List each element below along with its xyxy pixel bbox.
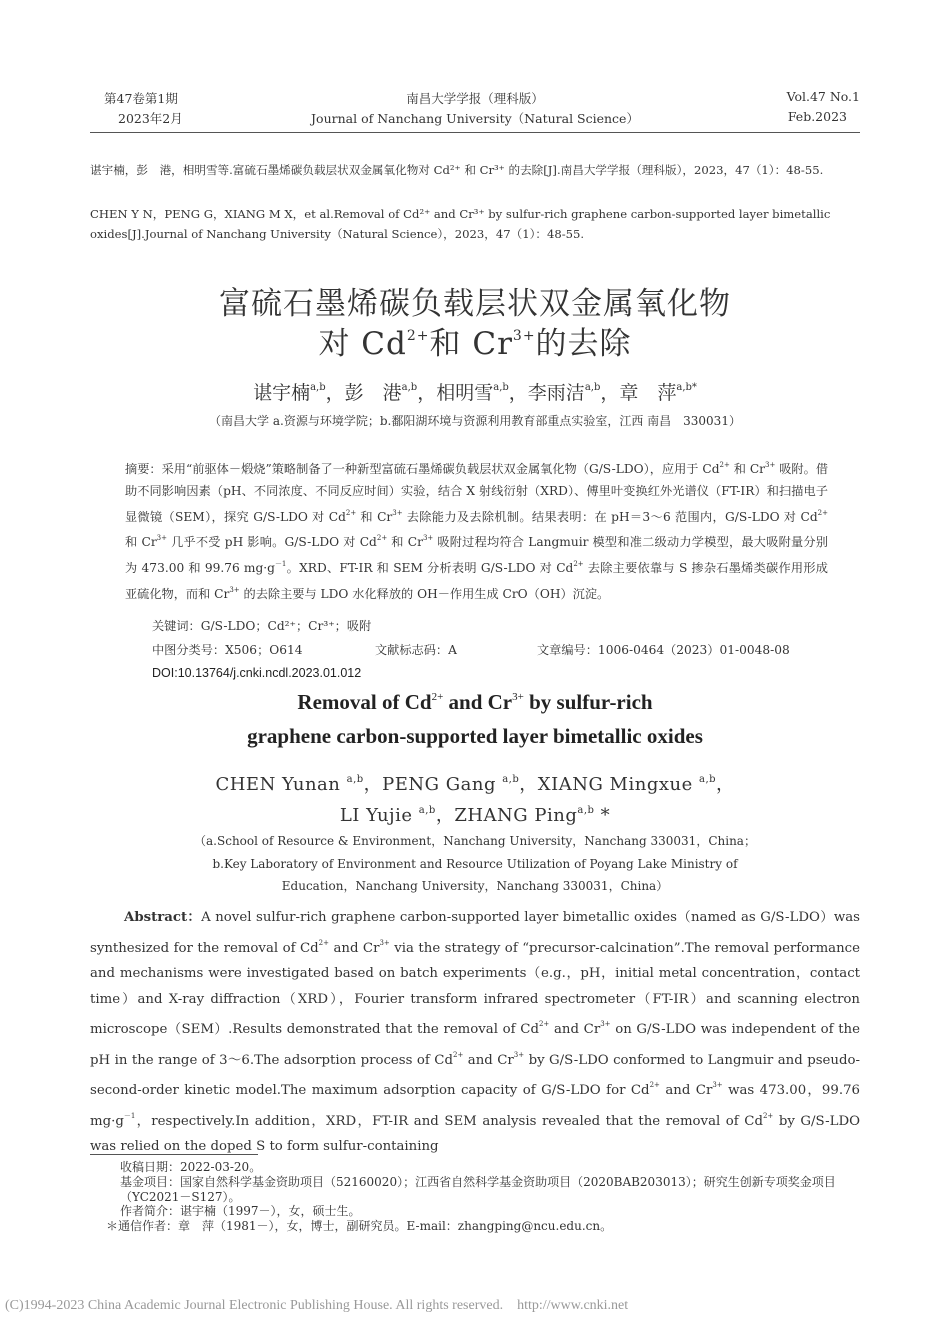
affiliation-cn: （南昌大学 a.资源与环境学院；b.鄱阳湖环境与资源利用教育部重点实验室，江西 南昌 330031） xyxy=(209,414,741,428)
footnote-corresponding: ＊通信作者：章 萍（1981－），女，博士，副研究员。E-mail：zhangping@ncu.edu.cn。 xyxy=(106,1219,613,1233)
author-cn: 章 萍$^{a,b*}$ xyxy=(619,382,697,404)
copyright-line: (C)1994-2023 China Academic Journal Electronic Publishing House. All rights reserved. http://www.cnki.net xyxy=(5,1298,629,1313)
author-en: CHEN Yunan $^{a,b}$， xyxy=(215,774,383,795)
authors-en-line2 xyxy=(0,801,950,827)
authors-cn xyxy=(0,378,950,405)
affiliation-en: （a.School of Resource & Environment，Nanchang University，Nanchang 330031，China； b.Key Laboratory of Environment and Resource Utilization of Poyang Lake Ministry of Education，Nanchang University，Nanchang 330031，China） xyxy=(194,834,756,893)
doi: DOI:10.13764/j.cnki.ncdl.2023.01.012 xyxy=(152,666,362,680)
author-cn: 相明雪$^{a,b}$， xyxy=(436,382,528,404)
authors-en-line1 xyxy=(0,770,950,796)
footnote-rule xyxy=(90,1154,258,1155)
clc-number: 中图分类号：X506；O614 xyxy=(152,643,303,657)
article-number: 文章编号：1006-0464（2023）01-0048-08 xyxy=(537,643,790,657)
author-cn: 彭 港$^{a,b}$， xyxy=(344,382,437,404)
header-date-en: Feb.2023 xyxy=(787,109,847,124)
author-en: ZHANG Ping$^{a,b}$ * xyxy=(454,805,611,826)
footnote-received: 收稿日期：2022-03-20。 xyxy=(120,1160,262,1174)
author-cn: 谌宇楠$^{a,b}$， xyxy=(253,382,345,404)
header-volume: 第47卷第1期 xyxy=(104,91,178,106)
header-vol-en: Vol.47 No.1 xyxy=(786,89,860,104)
title-en-line2: graphene carbon-supported layer bimetallic oxides xyxy=(247,724,703,748)
abstract-cn: 摘要：采用“前驱体－煅烧”策略制备了一种新型富硫石墨烯碳负载层状双金属氧化物（G/S-LDO），应用于 $Cd^{2+}$ 和 $Cr^{3+}$ 吸附。借助不同影响因素（pH、不同浓度、不同反应时间）实验，结合 X 射线衍射（XRD）、傅里叶变换红外光谱仪（FT-IR）和扫描电子显微镜（SEM），探究 G/S-LDO 对 $Cd^{2+}$ 和 $Cr^{3+}$ 去除能力及去除机制。结果表明：在 pH＝3～6 范围内，G/S-LDO 对 $Cd^{2+}$ 和 $Cr^{3+}$ 几乎不受 pH 影响。G/S-LDO 对 $Cd^{2+}$ 和 $Cr^{3+}$ 吸附过程均符合 Langmuir 模型和准二级动力学模型，最大吸附量分别为 473.00 和 99.76 $mg\cdot g^{-1}$。XRD、FT-IR 和 SEM 分析表明 G/S-LDO 对 $Cd^{2+}$ 去除主要依靠与 S 掺杂石墨烯类碳作用形成亚硫化物，而和 $Cr^{3+}$ 的去除主要与 LDO 水化释放的 OH－作用生成 CrO（OH）沉淀。 xyxy=(125,461,829,601)
author-en: XIANG Mingxue $^{a,b}$， xyxy=(537,774,735,795)
header-rule xyxy=(90,132,860,133)
author-en: LI Yujie $^{a,b}$， xyxy=(339,805,455,826)
title-en-line1: Removal of $Cd^{2+}$ and $Cr^{3+}$ by sulfur-rich xyxy=(297,690,653,714)
footnote-author: 作者简介：谌宇楠（1997－），女，硕士生。 xyxy=(120,1204,361,1218)
abstract-en-label: Abstract： xyxy=(124,910,202,925)
abstract-en: Abstract：A novel sulfur-rich graphene carbon-supported layer bimetallic oxides（named as G/S-LDO）was synthesized for the removal of $Cd^{2+}$ and $Cr^{3+}$ via the strategy of “precursor-calcination”.The removal performance and mechanisms were investigated based on batch experiments（e.g.，pH，initial metal concentration，contact time）and X-ray diffraction（XRD），Fourier transform infrared spectrometer（FT-IR）and scanning electron microscope（SEM）.Results demonstrated that the removal of $Cd^{2+}$ and $Cr^{3+}$ on G/S-LDO was independent of the pH in the range of 3～6.The adsorption process of $Cd^{2+}$ and $Cr^{3+}$ by G/S-LDO conformed to Langmuir and pseudo-second-order kinetic model.The maximum adsorption capacity of G/S-LDO for $Cd^{2+}$ and $Cr^{3+}$ was 473.00，99.76 $mg\cdot g^{-1}$，respectively.In addition，XRD，FT-IR and SEM analysis revealed that the removal of $Cd^{2+}$ by G/S-LDO was relied on the doped S to form sulfur-containing xyxy=(90,910,861,1154)
author-en: PENG Gang $^{a,b}$， xyxy=(382,774,538,795)
header-journal-cn: 南昌大学学报（理科版） xyxy=(406,91,544,106)
title-cn-line1: 富硫石墨烯碳负载层状双金属氧化物 xyxy=(219,286,731,322)
title-cn-line2: 对 $Cd^{2+}$和 $Cr^{3+}$的去除 xyxy=(318,326,632,362)
abstract-cn-label: 摘要： xyxy=(125,462,162,476)
author-cn: 李雨洁$^{a,b}$， xyxy=(527,382,620,404)
keywords-cn: 关键词：G/S-LDO；Cd²⁺；Cr³⁺；吸附 xyxy=(152,619,372,633)
footnote-fund: 基金项目：国家自然科学基金资助项目（52160020）；江西省自然科学基金资助项目（2020BAB203013）；研究生创新专项奖金项目（YC2021－S127）。 xyxy=(120,1175,836,1204)
citation-en: CHEN Y N，PENG G，XIANG M X，et al.Removal of Cd²⁺ and Cr³⁺ by sulfur-rich graphene carbon-supported layer bimetallic oxides[J].Journal of Nanchang University（Natural Science），2023，47（1）：48-55. xyxy=(90,207,831,241)
citation-cn: 谌宇楠，彭 港，相明雪等.富硫石墨烯碳负载层状双金属氧化物对 Cd²⁺ 和 Cr³⁺ 的去除[J].南昌大学学报（理科版），2023，47（1）：48-55. xyxy=(90,163,824,177)
header-journal-en: Journal of Nanchang University（Natural Science） xyxy=(311,111,639,126)
header-date: 2023年2月 xyxy=(118,111,183,126)
document-code: 文献标志码：A xyxy=(375,643,457,657)
